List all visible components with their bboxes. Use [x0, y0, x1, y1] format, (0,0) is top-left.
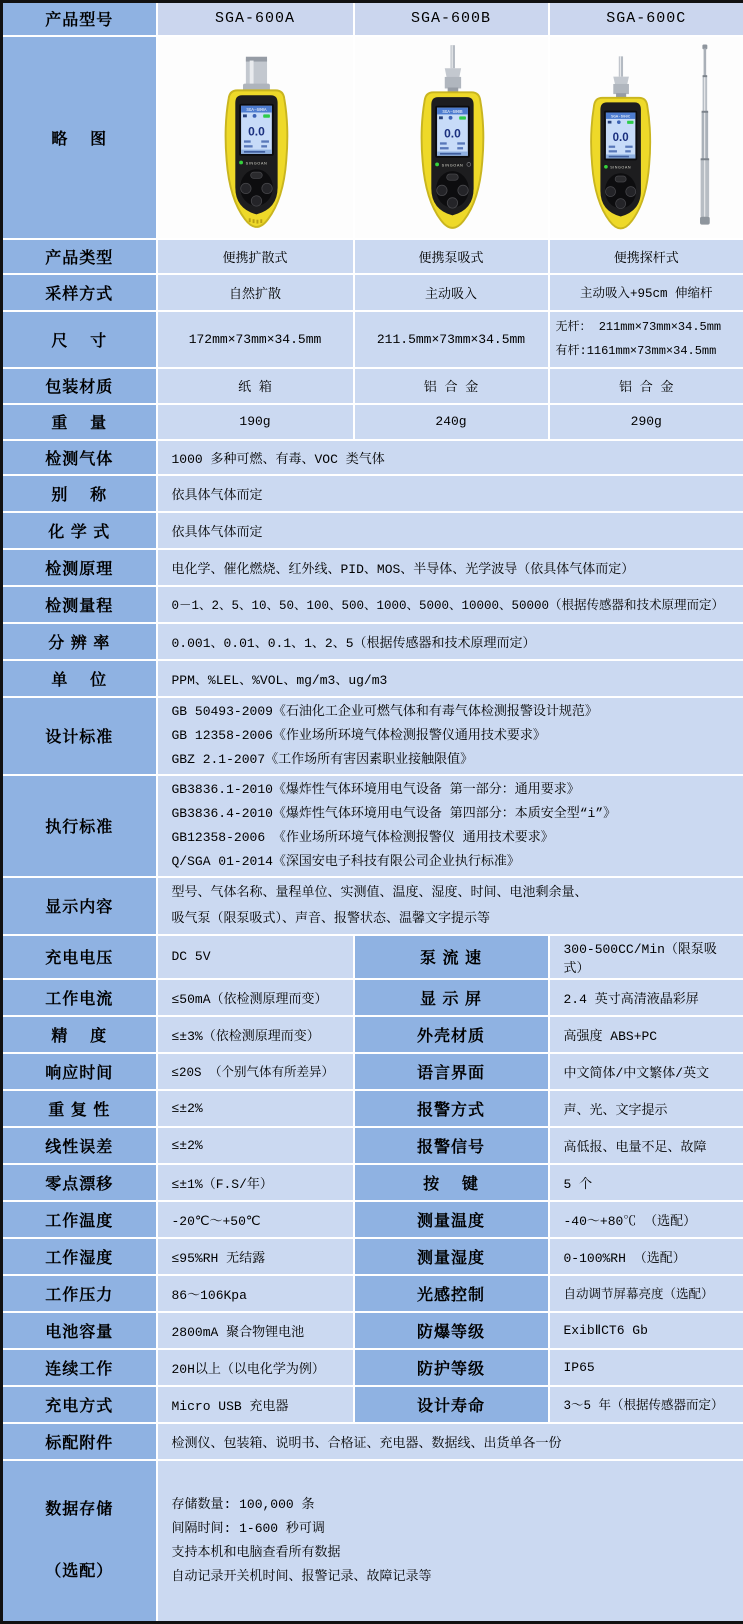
row-label: [2, 1460, 157, 1623]
storage-line: 间隔时间: 1-600 秒可调: [172, 1517, 734, 1541]
row-label: 设计寿命: [354, 1386, 549, 1423]
cell-value: 便携扩散式: [157, 239, 354, 274]
table-row: [2, 549, 743, 586]
cell-value: 自然扩散: [157, 274, 354, 311]
table-row: [2, 1164, 743, 1201]
model-name-600a: SGA-600A: [157, 2, 354, 36]
cell-value: 1000 多种可燃、有毒、VOC 类气体: [157, 440, 743, 475]
cell-value: -40～+80℃ （选配）: [549, 1201, 743, 1238]
enter-button: [251, 195, 261, 205]
cell-value: 铝 合 金: [549, 368, 743, 404]
screen-model-label: SGA-600C: [611, 115, 631, 119]
cell-value: ≤±2%: [157, 1127, 354, 1164]
row-label: 设计标准: [2, 697, 157, 775]
probe-collar: [614, 83, 630, 93]
cell-value: -20℃～+50℃: [157, 1201, 354, 1238]
standard-line: GB 12358-2006《作业场所环境气体检测报警仪通用技术要求》: [172, 724, 734, 748]
cell-value: ExibⅡCT6 Gb: [549, 1312, 743, 1349]
cell-value: ≤±3%（依检测原理而变）: [157, 1016, 354, 1053]
row-label: 产品类型: [2, 239, 157, 274]
table-row: [2, 935, 743, 979]
cell-value: 20H以上（以电化学为例）: [157, 1349, 354, 1386]
row-label: 泵 流 速: [354, 935, 549, 979]
cell-value: 主动吸入+95cm 伸缩杆: [549, 274, 743, 311]
table-row: [2, 311, 743, 368]
cell-value: 2.4 英寸高清液晶彩屏: [549, 979, 743, 1016]
row-label: 响应时间: [2, 1053, 157, 1090]
row-label: 显 示 屏: [354, 979, 549, 1016]
row-label: 检测气体: [2, 440, 157, 475]
table-row: [2, 1201, 743, 1238]
table-row: [2, 1275, 743, 1312]
row-label: 化 学 式: [2, 512, 157, 549]
row-label: 检测原理: [2, 549, 157, 586]
row-label: 充电电压: [2, 935, 157, 979]
battery-icon: [459, 116, 466, 119]
enter-button: [447, 197, 457, 207]
gas-detector-probe-rod-illustration: [552, 41, 740, 234]
model-name-600b: SGA-600B: [354, 2, 549, 36]
enter-button: [616, 198, 626, 208]
table-row: [2, 1053, 743, 1090]
row-label: 防护等级: [354, 1349, 549, 1386]
brand-label: SINGOAN: [441, 163, 463, 167]
led-indicator: [604, 164, 608, 168]
standard-line: GBZ 2.1-2007《工作场所有害因素职业接触限值》: [172, 748, 734, 772]
table-row: [2, 1386, 743, 1423]
left-button: [606, 186, 616, 196]
product-photo-600c: [549, 36, 743, 239]
cell-value: 自动调节屏幕亮度（选配）: [549, 1275, 743, 1312]
header-row: [2, 2, 743, 36]
cell-value: ≤50mA（依检测原理而变）: [157, 979, 354, 1016]
cell-value: 0-100%RH （选配）: [549, 1238, 743, 1275]
standard-line: Q/SGA 01-2014《深国安电子科技有限公司企业执行标准》: [172, 850, 734, 874]
table-row: [2, 475, 743, 512]
row-label: 分 辨 率: [2, 623, 157, 660]
row-label: 别 称: [2, 475, 157, 512]
standard-line: GB 50493-2009《石油化工企业可燃气体和有毒气体检测报警设计规范》: [172, 700, 734, 724]
left-button: [436, 185, 446, 195]
table-row: [2, 239, 743, 274]
device-with-probe: [591, 56, 650, 228]
cell-value: 主动吸入: [354, 274, 549, 311]
cell-value: 3～5 年（根据传感器而定）: [549, 1386, 743, 1423]
battery-icon: [627, 120, 633, 123]
product-photo-600a: [157, 36, 354, 239]
left-button: [240, 183, 250, 193]
fan-icon: [252, 113, 256, 117]
row-label: 工作温度: [2, 1201, 157, 1238]
row-label: 充电方式: [2, 1386, 157, 1423]
cell-value: 检测仪、包装箱、说明书、合格证、充电器、数据线、出货单各一份: [157, 1423, 743, 1460]
screen-reading: 0.0: [613, 132, 629, 144]
row-label: 连续工作: [2, 1349, 157, 1386]
speaker-icon: [243, 114, 247, 117]
table-row: [2, 1460, 743, 1623]
row-label: 重 复 性: [2, 1090, 157, 1127]
cell-value: 172mm×73mm×34.5mm: [157, 311, 354, 368]
cell-value: [549, 311, 743, 368]
cell-value: 300-500CC/Min（限泵吸式）: [549, 935, 743, 979]
screen-model-label: SGA-600A: [246, 108, 267, 113]
table-row: [2, 1127, 743, 1164]
row-label: 电池容量: [2, 1312, 157, 1349]
brand-label: SINGOAN: [610, 165, 631, 169]
cell-value: 190g: [157, 404, 354, 440]
cell-value: 211.5mm×73mm×34.5mm: [354, 311, 549, 368]
row-label: 重 量: [2, 404, 157, 440]
cell-value: 290g: [549, 404, 743, 440]
cell-value: 纸 箱: [157, 368, 354, 404]
table-row: [2, 623, 743, 660]
table-row: [2, 1238, 743, 1275]
row-label: 测量温度: [354, 1201, 549, 1238]
menu-button: [446, 174, 458, 180]
standard-line: GB3836.1-2010《爆炸性气体环境用电气设备 第一部分：通用要求》: [172, 778, 734, 802]
table-row: [2, 697, 743, 775]
row-label: 工作湿度: [2, 1238, 157, 1275]
dimension-line: 无杆： 211mm×73mm×34.5mm: [556, 315, 734, 339]
table-row: [2, 1016, 743, 1053]
row-label: 线性误差: [2, 1127, 157, 1164]
row-label: 尺 寸: [2, 311, 157, 368]
row-label: 工作电流: [2, 979, 157, 1016]
led-indicator: [435, 162, 439, 166]
cell-value: PPM、%LEL、%VOL、mg/m3、ug/m3: [157, 660, 743, 697]
table-row: [2, 404, 743, 440]
cell-value: [157, 877, 743, 935]
telescopic-rod: [700, 44, 710, 224]
row-label: 测量湿度: [354, 1238, 549, 1275]
cell-value: 依具体气体而定: [157, 512, 743, 549]
cell-value: Micro USB 充电器: [157, 1386, 354, 1423]
row-label-line: （选配）: [3, 1559, 156, 1585]
row-label: 防爆等级: [354, 1312, 549, 1349]
standard-line: GB3836.4-2010《爆炸性气体环境用电气设备 第四部分：本质安全型“i”》: [172, 802, 734, 826]
screen-reading: 0.0: [444, 126, 461, 140]
led-indicator: [239, 160, 243, 164]
storage-line: 存储数量: 100,000 条: [172, 1493, 734, 1517]
cell-value: 高低报、电量不足、故障: [549, 1127, 743, 1164]
cell-value: ≤95%RH 无结露: [157, 1238, 354, 1275]
cell-value: 86～106Kpa: [157, 1275, 354, 1312]
model-name-600c: SGA-600C: [549, 2, 743, 36]
row-label: 外壳材质: [354, 1016, 549, 1053]
right-button: [626, 186, 636, 196]
table-row: [2, 775, 743, 877]
row-label: 单 位: [2, 660, 157, 697]
header-label: 产品型号: [2, 2, 157, 36]
row-label: 采样方式: [2, 274, 157, 311]
gas-detector-diffusion-illustration: [193, 41, 318, 234]
storage-line: 自动记录开关机时间、报警记录、故障记录等: [172, 1565, 734, 1589]
fan-icon: [448, 115, 452, 119]
brand-label: SINGOAN: [245, 161, 267, 165]
cell-value: ≤±1%（F.S/年）: [157, 1164, 354, 1201]
cell-value: 240g: [354, 404, 549, 440]
cell-value: 0－1、2、5、10、50、100、500、1000、5000、10000、50000（根据传感器和技术原理而定）: [157, 586, 743, 623]
screen-model-label: SGA-600B: [442, 109, 463, 114]
row-label: 报警方式: [354, 1090, 549, 1127]
cell-value: DC 5V: [157, 935, 354, 979]
cell-value: ≤20S （个别气体有所差异）: [157, 1053, 354, 1090]
cell-value: 中文简体/中文繁体/英文: [549, 1053, 743, 1090]
row-label: 精 度: [2, 1016, 157, 1053]
row-label-line: 数据存储: [3, 1497, 156, 1523]
row-label: 包装材质: [2, 368, 157, 404]
cell-value: [157, 1460, 743, 1623]
dimension-line: 有杆:1161mm×73mm×34.5mm: [556, 339, 734, 363]
row-label: 零点漂移: [2, 1164, 157, 1201]
cell-value: 5 个: [549, 1164, 743, 1201]
cell-value: [157, 775, 743, 877]
menu-button: [250, 172, 262, 178]
table-row: [2, 512, 743, 549]
battery-icon: [263, 114, 270, 117]
content-line: 吸气泵（限泵吸式）、声音、报警状态、温馨文字提示等: [172, 906, 734, 932]
row-label: 工作压力: [2, 1275, 157, 1312]
cell-value: IP65: [549, 1349, 743, 1386]
fan-icon: [617, 120, 621, 124]
table-row: [2, 979, 743, 1016]
cell-value: 依具体气体而定: [157, 475, 743, 512]
cell-value: 电化学、催化燃烧、红外线、PID、MOS、半导体、光学波导（依具体气体而定）: [157, 549, 743, 586]
sensor-cap: [245, 58, 266, 84]
cell-value: 铝 合 金: [354, 368, 549, 404]
gas-detector-pump-illustration: [389, 41, 514, 234]
speaker-icon: [608, 120, 612, 123]
row-label: 光感控制: [354, 1275, 549, 1312]
row-label: 检测量程: [2, 586, 157, 623]
cell-value: 便携泵吸式: [354, 239, 549, 274]
sketch-row: [2, 36, 743, 239]
table-row: [2, 660, 743, 697]
row-label: 标配附件: [2, 1423, 157, 1460]
menu-button: [615, 175, 626, 181]
cell-value: 便携探杆式: [549, 239, 743, 274]
cell-value: [157, 697, 743, 775]
row-label: 语言界面: [354, 1053, 549, 1090]
table-row: [2, 1312, 743, 1349]
cell-value: 2800mA 聚合物锂电池: [157, 1312, 354, 1349]
table-row: [2, 440, 743, 475]
table-row: [2, 1349, 743, 1386]
cell-value: 0.001、0.01、0.1、1、2、5（根据传感器和技术原理而定）: [157, 623, 743, 660]
table-row: [2, 877, 743, 935]
storage-line: 支持本机和电脑查看所有数据: [172, 1541, 734, 1565]
screen-reading: 0.0: [248, 124, 265, 138]
right-button: [457, 185, 467, 195]
cell-value: 高强度 ABS+PC: [549, 1016, 743, 1053]
row-label: 报警信号: [354, 1127, 549, 1164]
speaker-icon: [439, 116, 443, 119]
row-label: 显示内容: [2, 877, 157, 935]
standard-line: GB12358-2006 《作业场所环境气体检测报警仪 通用技术要求》: [172, 826, 734, 850]
content-line: 型号、气体名称、量程单位、实测值、温度、湿度、时间、电池剩余量、: [172, 880, 734, 906]
sketch-label: 略 图: [2, 36, 157, 239]
cell-value: 声、光、文字提示: [549, 1090, 743, 1127]
right-button: [261, 183, 271, 193]
table-row: [2, 368, 743, 404]
cell-value: ≤±2%: [157, 1090, 354, 1127]
table-row: [2, 274, 743, 311]
probe-collar: [444, 76, 460, 88]
table-row: [2, 1423, 743, 1460]
product-photo-600b: [354, 36, 549, 239]
table-row: [2, 1090, 743, 1127]
table-row: [2, 586, 743, 623]
row-label: 执行标准: [2, 775, 157, 877]
row-label: 按 键: [354, 1164, 549, 1201]
